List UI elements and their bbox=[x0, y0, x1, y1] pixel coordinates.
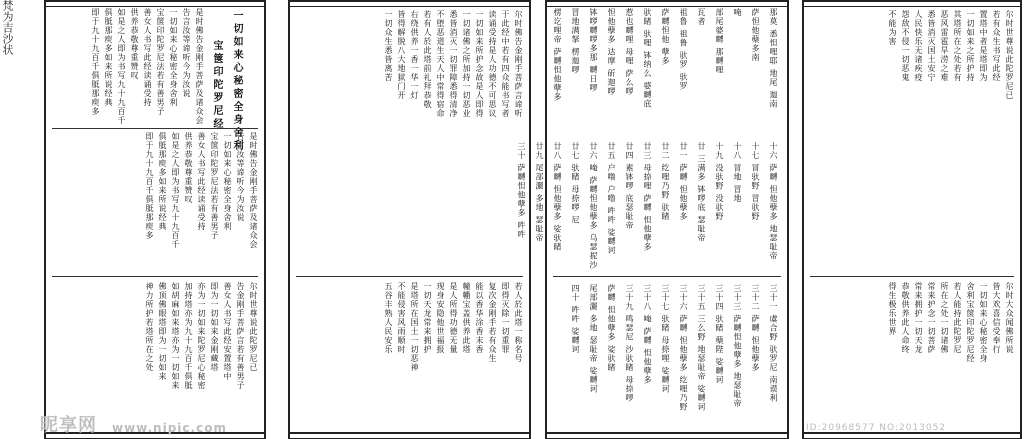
text-column: 怨敌不侵一切恶鬼 bbox=[901, 10, 910, 82]
mantra-list-bottom bbox=[569, 284, 779, 424]
text-column: 若人於此塔一称名号 bbox=[514, 282, 523, 363]
mantra-line: 三十九 鸣瑟尼 沙驮睹 母捺啰 bbox=[625, 284, 634, 403]
text-column: 一切众生悉皆离苦 bbox=[384, 10, 393, 82]
text-column: 五谷丰熟人民安乐 bbox=[384, 282, 393, 354]
text-column: 幢幡宝盖供养此塔 bbox=[462, 282, 471, 354]
text-column: 亦为一切如来陀罗尼心秘密 bbox=[197, 282, 206, 390]
mantra-line: 廿九 尾部灑 多地 瑟耻帝 bbox=[535, 142, 544, 243]
text-column: 不堕恶道生天人中常得宿命 bbox=[436, 10, 445, 118]
text-column: 尔时世尊说此陀罗尼已 bbox=[1005, 10, 1014, 100]
scripture-panel-4 bbox=[802, 0, 1022, 439]
mantra-line: 楞讫哩帝 萨嚩怛他孽多 bbox=[553, 8, 562, 102]
text-column: 供养恭敬尊重赞叹 bbox=[130, 8, 139, 80]
text-column: 宝箧印陀罗尼法若有善男子 bbox=[210, 132, 219, 240]
mantra-line: 钵啰嚩啰多那 嚩日啰 bbox=[589, 8, 598, 93]
divider-line bbox=[553, 276, 781, 277]
sutra-title: 一切如来心秘密全身舍利 bbox=[231, 10, 242, 153]
mantra-line: 三十二 萨嚩 怛他孽多 bbox=[751, 284, 760, 373]
text-column: 一切如来心秘密全身舍利 bbox=[223, 132, 232, 231]
text-column: 常来拥护一切天龙 bbox=[914, 282, 923, 354]
mantra-list-middle bbox=[515, 142, 779, 272]
text-column: 不能为害 bbox=[888, 10, 897, 46]
scripture-panel-1 bbox=[44, 0, 266, 439]
text-column: 舍利宝箧印陀罗尼经 bbox=[966, 282, 975, 363]
mantra-line: 十九 没驮野 没驮野 bbox=[715, 142, 724, 222]
mantra-line: 三十六 萨嚩 怛他孽多 纥哩乃野 bbox=[679, 284, 688, 412]
text-block-bottom bbox=[52, 282, 258, 427]
text-column: 右绕供养一香一华一灯 bbox=[410, 10, 419, 100]
mantra-line: 十八 冒地 冒地 bbox=[733, 142, 742, 204]
text-column: 宝箧印陀罗尼法若有善男子 bbox=[156, 8, 165, 116]
text-column: 于此经中若有四众能书写者 bbox=[501, 10, 510, 118]
text-column: 如胡麻如来塔亦为一切如来 bbox=[171, 282, 180, 390]
text-column: 是塔所在国土一切恶神 bbox=[410, 282, 419, 372]
text-column: 如是之人即为书写九十九百千 bbox=[171, 132, 180, 249]
mantra-line: 廿二 纥哩乃野 驮睹 bbox=[661, 142, 670, 222]
text-column: 所在之处一切诸佛 bbox=[940, 282, 949, 354]
text-column: 善女人书写此经读诵受持 bbox=[143, 8, 152, 107]
watermark-url: www.nipic.com bbox=[112, 421, 227, 435]
mantra-line: 廿一 萨嚩 怛他孽多 bbox=[679, 142, 688, 222]
mantra-line: 那莫 悉怛哩耶 地尾 迦南 bbox=[769, 8, 778, 109]
text-column: 善女人书写此经读诵受持 bbox=[197, 132, 206, 231]
mantra-line: 冒地满拏 楞迦啰 bbox=[571, 8, 580, 75]
scripture-panel-2 bbox=[288, 0, 531, 439]
mantra-line: 驮睹 驮哩 钵纳么 婆嚩底 bbox=[643, 8, 652, 109]
text-column: 供养恭敬尊重赞叹 bbox=[184, 132, 193, 204]
text-column: 若人能持此陀罗尼 bbox=[953, 282, 962, 354]
text-column: 一切如来心秘密全身舍利 bbox=[169, 8, 178, 107]
text-column: 恶风雷雹旱涝之难 bbox=[940, 10, 949, 82]
text-column: 若有众生书写此经 bbox=[992, 10, 1001, 82]
text-column: 一切诸佛之所加持一切恶业 bbox=[462, 10, 471, 118]
text-column: 俱胝那庾多如来所说经典 bbox=[104, 8, 113, 107]
mantra-line: 廿四 素钵啰 底瑟耻帝 bbox=[625, 142, 634, 231]
text-column: 不能侵害风雨顺时 bbox=[397, 282, 406, 354]
watermark-logo: 昵享网 bbox=[40, 415, 97, 436]
text-column: 加持塔亦为九十九百千俱胝 bbox=[184, 282, 193, 390]
mantra-line: 瓦者 bbox=[697, 8, 706, 26]
mantra-line: 三十八 唵 萨嚩 怛他孽多 bbox=[643, 284, 652, 385]
text-column: 皆大欢喜信受奉行 bbox=[992, 282, 1001, 354]
text-column: 即于九十九百千俱胝那庾多 bbox=[91, 8, 100, 116]
text-column: 告言汝等谛听今为汝说 bbox=[182, 8, 191, 98]
mantra-line: 廿六 唵 萨嚩怛他孽多 乌瑟抳沙 bbox=[589, 142, 598, 270]
mantra-line: 三十五 三么野 地瑟耻帝 娑嚩诃 bbox=[697, 284, 706, 412]
text-column: 能以香华涂香末香 bbox=[475, 282, 484, 354]
text-block-top bbox=[296, 10, 523, 272]
mantra-line: 三十 萨嚩怛他孽多 吽吽 bbox=[517, 142, 526, 240]
text-block-top bbox=[810, 10, 1014, 272]
text-column: 一切天龙常来拥护 bbox=[423, 282, 432, 354]
text-column: 是时佛告金刚手菩萨及诸众会 bbox=[195, 8, 204, 125]
mantra-list-top bbox=[551, 8, 779, 136]
text-column: 置塔中者是塔即为 bbox=[979, 10, 988, 82]
mantra-line: 萨嚩怛他 孽多 bbox=[661, 8, 670, 66]
mantra-line: 三十四 驮睹 蘖陛 娑嚩诃 bbox=[715, 284, 724, 385]
text-block-middle bbox=[52, 132, 258, 272]
mantra-line: 十六 萨嚩 怛他孽多 地瑟耻帝 bbox=[769, 142, 778, 261]
mantra-line: 四十 吽吽 娑嚩诃 bbox=[571, 284, 580, 355]
side-note: 梵为吉沙状 bbox=[1, 0, 14, 55]
text-column: 得生极乐世界 bbox=[888, 282, 897, 336]
text-column: 即得灭除一切重罪 bbox=[501, 282, 510, 354]
text-column: 读诵受持是人功德不可思议 bbox=[488, 10, 497, 118]
text-column: 恭敬供养此人命终 bbox=[901, 282, 910, 354]
text-block-bottom bbox=[810, 282, 1014, 427]
text-column: 即于九十九百千俱胝那庾多 bbox=[145, 132, 154, 240]
mantra-line: 十七 冒驮野 冒驮野 bbox=[751, 142, 760, 222]
text-column: 皆得解脱八大地狱门开 bbox=[397, 10, 406, 100]
divider-line bbox=[810, 276, 1014, 277]
text-column: 俱胝那庾多如来所说经典 bbox=[158, 132, 167, 231]
mantra-line: 尾部灑 多地 瑟耻帝 娑嚩诃 bbox=[589, 284, 598, 394]
watermark-id: ID:20968577 NO:2013052 bbox=[806, 423, 947, 433]
mantra-line: 廿七 驮睹 母捺啰 尼 bbox=[571, 142, 580, 225]
text-column: 现身安隐他世福报 bbox=[436, 282, 445, 354]
text-column: 告言汝等谛听今为汝说 bbox=[236, 132, 245, 222]
mantra-line: 廿五 户噜 户噜 吽吽 娑嚩诃 bbox=[607, 142, 616, 256]
mantra-line: 三十一 虞合野 驮罗尼 南谟利 bbox=[769, 284, 778, 403]
sutra-subtitle: 宝箧印陀罗尼经 bbox=[211, 40, 222, 131]
text-column: 尔时大众闻佛所说 bbox=[1005, 282, 1014, 354]
mantra-line: 廿三 母捺哩 萨嚩 怛他孽多 bbox=[643, 142, 652, 252]
text-column: 即为一切如来金刚藏塔 bbox=[210, 282, 219, 372]
text-column: 复次金刚手若有众生 bbox=[488, 282, 497, 363]
text-column: 告金刚手菩萨言若有善男子 bbox=[236, 282, 245, 390]
mantra-line: 三十三 萨嚩怛他孽多 地瑟耻帝 bbox=[733, 284, 742, 409]
mantra-line: 廿八 萨嚩 怛他孽多 娑驮睹 bbox=[553, 142, 562, 252]
text-column: 尔时佛告金刚手菩萨言谛听 bbox=[514, 10, 523, 118]
mantra-line: 怛他孽多 达摩 斫迦啰 bbox=[607, 8, 616, 97]
text-column: 神力所护若塔所在之处 bbox=[145, 282, 154, 372]
mantra-line: 廿 三满多 钵啰底 瑟耻帝 bbox=[697, 142, 706, 243]
text-column: 如是之人即为书写九十九百千 bbox=[117, 8, 126, 125]
text-column: 其塔所在之处若有 bbox=[953, 10, 962, 82]
divider-line bbox=[296, 276, 523, 277]
mantra-line: 唵 bbox=[733, 8, 742, 17]
text-column: 一切如来之所护持 bbox=[966, 10, 975, 82]
mantra-line: 部尾婆嚩 那嚩哩 bbox=[715, 8, 724, 75]
mantra-line: 惹也嚩哩 母哩 萨么啰 bbox=[625, 8, 634, 97]
mantra-line: 萨怛他蘖多南 bbox=[751, 8, 760, 62]
text-column: 人民快乐无诸疾疫 bbox=[914, 10, 923, 82]
divider-line bbox=[52, 128, 258, 129]
text-column: 佛顶佛眼塔即为一切如来 bbox=[158, 282, 167, 381]
mantra-line: 祖鲁 祖鲁 驮罗 驮罗 bbox=[679, 8, 688, 91]
text-column: 是人所得功德无量 bbox=[449, 282, 458, 354]
text-block-bottom bbox=[296, 282, 523, 427]
text-column: 若有人於此塔前礼拜恭敬 bbox=[423, 10, 432, 109]
text-block-top bbox=[52, 8, 204, 126]
mantra-line: 萨嚩 怛他孽多 娑驮睹 bbox=[607, 284, 616, 373]
text-column: 一切如来心秘密全身 bbox=[979, 282, 988, 363]
text-column: 一切如来所护念故是人即得 bbox=[475, 10, 484, 118]
text-column: 悉皆消灭一切罪障悉得清净 bbox=[449, 10, 458, 118]
text-column: 善女人书写此经安置塔中 bbox=[223, 282, 232, 381]
text-column: 常来护念一切菩萨 bbox=[927, 282, 936, 354]
text-column: 悉皆消灭国土安宁 bbox=[927, 10, 936, 82]
mantra-line: 三十七 驮睹 母捺哩 娑嚩诃 bbox=[661, 284, 670, 394]
text-column: 是时佛告金刚手菩萨及诸众会 bbox=[249, 132, 258, 249]
divider-line bbox=[52, 276, 258, 277]
text-column: 尔时世尊说此陀罗尼已 bbox=[249, 282, 258, 372]
